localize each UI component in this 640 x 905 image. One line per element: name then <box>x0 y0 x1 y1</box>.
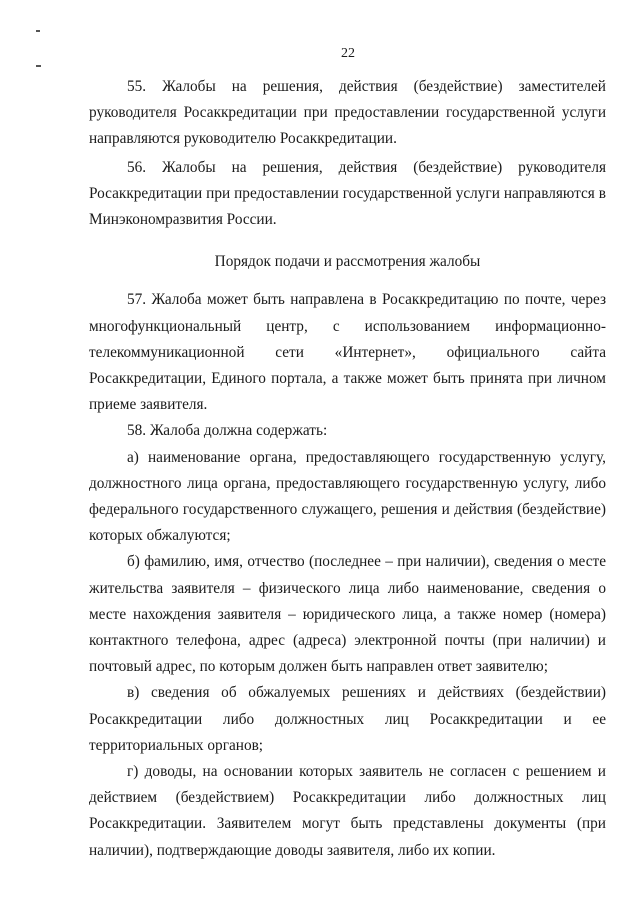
list-item-v: в) сведения об обжалуемых решениях и действиях (бездействии) Росаккредитации либо должностных лиц Росаккредитации и ее территориальных органов; <box>89 684 606 754</box>
document-body <box>89 74 606 864</box>
scan-mark <box>36 65 41 67</box>
list-item-b: б) фамилию, имя, отчество (последнее – при наличии), сведения о месте жительства заявителя – физического лица либо наименование, сведения о месте нахождения заявителя – юридического лица, а также номер (номера) контактного телефона, адрес (адреса) электронной почты (при наличии) и почтовый адрес, по которым должен быть направлен ответ заявителю; <box>89 553 606 676</box>
paragraph-58: 58. Жалоба должна содержать: <box>127 422 328 440</box>
scan-mark <box>36 30 40 32</box>
paragraph-56: 56. Жалобы на решения, действия (бездействие) руководителя Росаккредитации при предоставлении государственной услуги направляются в Минэкономразвития России. <box>89 158 606 229</box>
section-heading: Порядок подачи и рассмотрения жалобы <box>214 253 481 271</box>
paragraph-55: 55. Жалобы на решения, действия (бездействие) заместителей руководителя Росаккредитации при предоставлении государственной услуги направляются руководителю Росаккредитации. <box>89 78 606 148</box>
list-item-g: г) доводы, на основании которых заявитель не согласен с решением и действием (бездействием) Росаккредитации либо должностных лиц Росаккредитации. Заявителем могут быть представлены документы (при наличии), подтверждающие доводы заявителя, либо их копии. <box>89 763 606 859</box>
list-item-a: а) наименование органа, предоставляющего государственную услугу, должностного лица органа, предоставляющего государственную услугу, либо федерального государственного служащего, решения и действия (бездействие) которых обжалуются; <box>89 448 606 545</box>
page-number: 22 <box>341 46 355 61</box>
paragraph-57: 57. Жалоба может быть направлена в Росаккредитацию по почте, через многофункциональный центр, с использованием информационно-телекоммуникационной сети «Интернет», официального сайта Росаккредитации, Единого портала, а также может быть принята при личном приеме заявителя. <box>89 291 606 414</box>
